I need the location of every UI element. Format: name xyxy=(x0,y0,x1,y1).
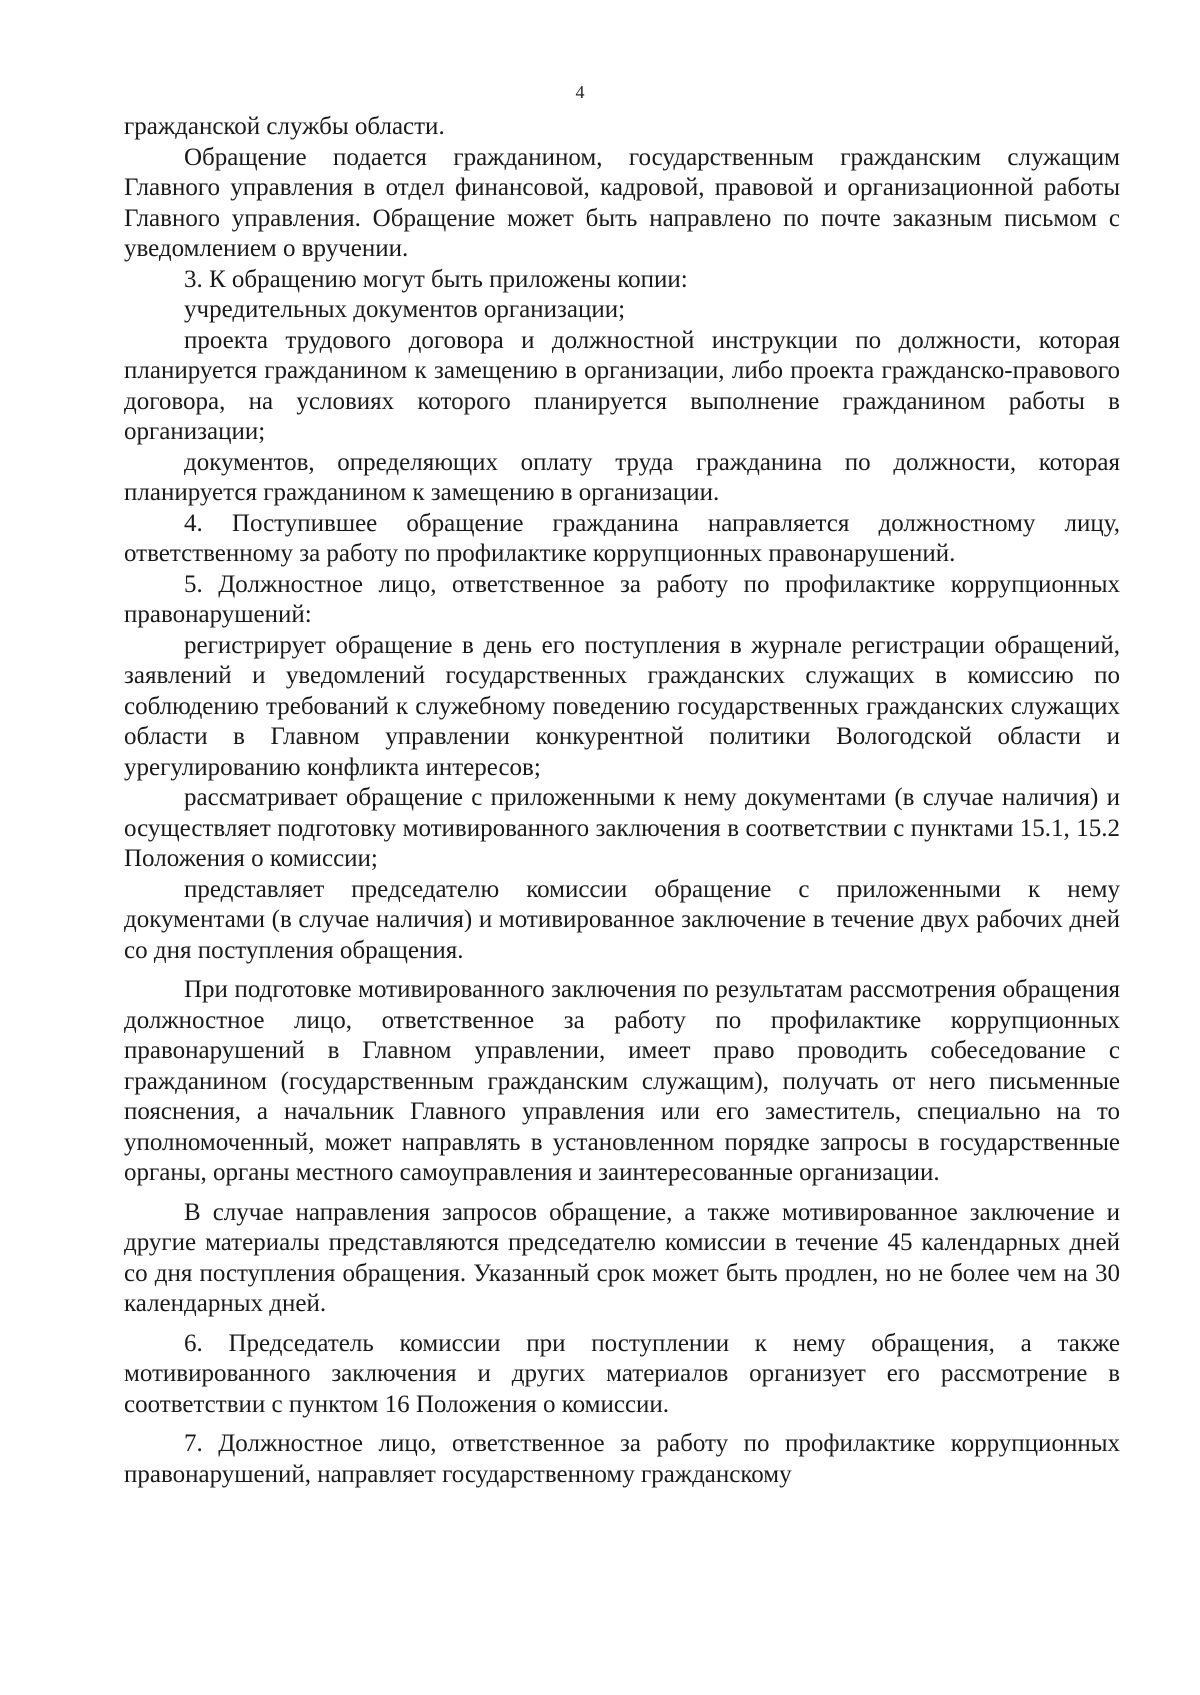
paragraph: рассматривает обращение с приложенными к нему документами (в случае наличия) и осуществляет подготовку мотивированного заключения в соответствии с пунктами 15.1, 15.2 Положения о комиссии; xyxy=(124,784,1120,872)
paragraph: гражданской службы области. xyxy=(124,113,445,140)
paragraph: проекта трудового договора и должностной инструкции по должности, которая планируется гражданином к замещению в организации, либо проекта гражданско-правового договора, на условиях которого планируется выполнение гражданином работы в организации; xyxy=(124,326,1120,445)
paragraph: 7. Должностное лицо, ответственное за работу по профилактике коррупционных правонарушений, направляет государственному гражданскому xyxy=(124,1430,1120,1488)
paragraph: представляет председателю комиссии обращение с приложенными к нему документами (в случае наличия) и мотивированное заключение в течение двух рабочих дней со дня поступления обращения. xyxy=(124,875,1120,964)
paragraph: В случае направления запросов обращение, а также мотивированное заключение и другие материалы представляются председателю комиссии в течение 45 календарных дней со дня поступления обращения. Указанный срок может быть продлен, но не более чем на 30 календарных дней. xyxy=(124,1198,1120,1317)
paragraph: регистрирует обращение в день его поступления в журнале регистрации обращений, заявлений и уведомлений государственных гражданских служащих в комиссию по соблюдению требований к служебному поведению государственных гражданских служащих области в Главном управлении конкурентной политики Вологодской области и урегулированию конфликта интересов; xyxy=(124,631,1120,781)
paragraph: учредительных документов организации; xyxy=(184,296,626,323)
paragraph: Обращение подается гражданином, государственным гражданским служащим Главного управления в отдел финансовой, кадровой, правовой и организационной работы Главного управления. Обращение может быть направлено по почте заказным письмом с уведомлением о вручении. xyxy=(124,143,1120,262)
document-body xyxy=(124,112,1120,1490)
paragraph: При подготовке мотивированного заключения по результатам рассмотрения обращения должностное лицо, ответственное за работу по профилактике коррупционных правонарушений в Главном управлении, имеет право проводить собеседование с гражданином (государственным гражданским служащим), получать от него письменные пояснения, а начальник Главного управления или его заместитель, специально на то уполномоченный, может направлять в установленном порядке запросы в государственные органы, органы местного самоуправления и заинтересованные организации. xyxy=(124,976,1120,1186)
paragraph: 6. Председатель комиссии при поступлении к нему обращения, а также мотивированного заключения и других материалов организует его рассмотрение в соответствии с пунктом 16 Положения о комиссии. xyxy=(124,1329,1120,1418)
paragraph: документов, определяющих оплату труда гражданина по должности, которая планируется гражданином к замещению в организации. xyxy=(124,448,1120,506)
paragraph: 5. Должностное лицо, ответственное за работу по профилактике коррупционных правонарушений: xyxy=(124,570,1120,628)
paragraph: 4. Поступившее обращение гражданина направляется должностному лицу, ответственному за работу по профилактике коррупционных правонарушений. xyxy=(124,509,1120,567)
paragraph: 3. К обращению могут быть приложены копии: xyxy=(184,265,688,293)
page-number: 4 xyxy=(575,82,585,102)
